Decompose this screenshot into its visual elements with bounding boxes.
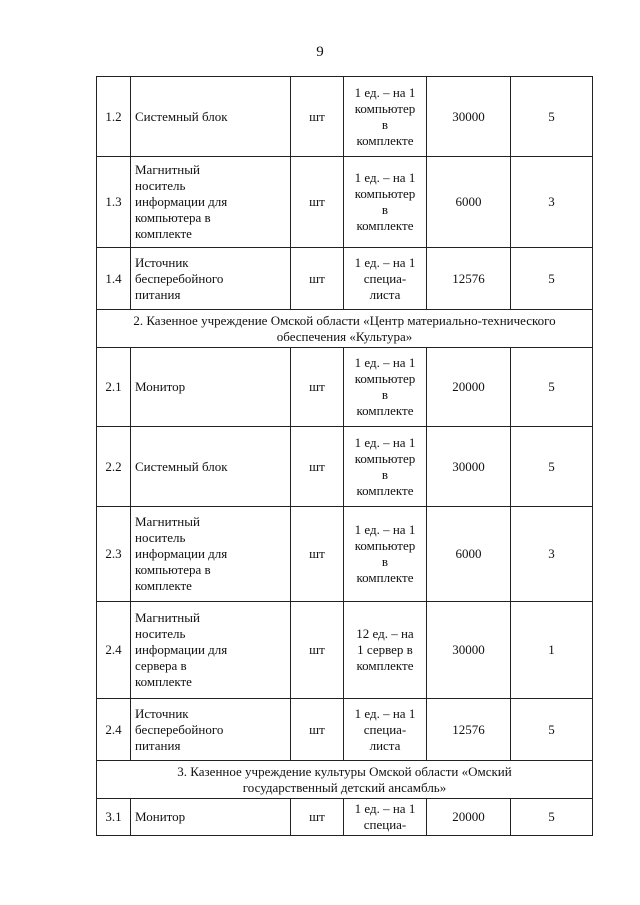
quantity-cell: 5 [511,348,593,427]
norm-cell: 1 ед. – на 1 специа- [344,799,427,836]
price-cell: 30000 [427,77,511,157]
row-number-cell: 2.3 [97,507,131,602]
table-row [97,427,593,507]
table-body [97,77,593,836]
unit-cell: шт [291,157,344,248]
price-cell: 30000 [427,602,511,699]
table-row [97,699,593,761]
unit-cell: шт [291,507,344,602]
item-name-cell: Магнитный носитель информации для сервера в комплекте [131,602,291,699]
price-cell: 12576 [427,699,511,761]
equipment-table [96,76,593,836]
norm-cell: 12 ед. – на 1 сервер в комплекте [344,602,427,699]
quantity-cell: 5 [511,427,593,507]
quantity-cell: 5 [511,799,593,836]
table-row [97,799,593,836]
item-name-cell: Системный блок [131,77,291,157]
unit-cell: шт [291,427,344,507]
row-number-cell: 2.2 [97,427,131,507]
norm-cell: 1 ед. – на 1 компьютер в комплекте [344,348,427,427]
page-number: 9 [316,44,324,60]
item-name-cell: Монитор [131,799,291,836]
quantity-cell: 3 [511,157,593,248]
unit-cell: шт [291,699,344,761]
section-title: 3. Казенное учреждение культуры Омской области «Омский государственный детский ансамбль» [97,761,593,799]
unit-cell: шт [291,77,344,157]
norm-cell: 1 ед. – на 1 компьютер в комплекте [344,157,427,248]
item-name-cell: Магнитный носитель информации для компьютера в комплекте [131,157,291,248]
quantity-cell: 1 [511,602,593,699]
row-number-cell: 1.3 [97,157,131,248]
section-row [97,310,593,348]
row-number-cell: 2.4 [97,602,131,699]
norm-cell: 1 ед. – на 1 специа- листа [344,699,427,761]
norm-cell: 1 ед. – на 1 компьютер в комплекте [344,427,427,507]
table-row [97,348,593,427]
quantity-cell: 3 [511,507,593,602]
norm-cell: 1 ед. – на 1 компьютер в комплекте [344,77,427,157]
unit-cell: шт [291,248,344,310]
table-row [97,77,593,157]
item-name-cell: Источник бесперебойного питания [131,248,291,310]
quantity-cell: 5 [511,77,593,157]
row-number-cell: 2.1 [97,348,131,427]
price-cell: 30000 [427,427,511,507]
table-row [97,507,593,602]
norm-cell: 1 ед. – на 1 специа- листа [344,248,427,310]
quantity-cell: 5 [511,248,593,310]
section-title: 2. Казенное учреждение Омской области «Центр материально-технического обеспечения «Культура» [97,310,593,348]
item-name-cell: Системный блок [131,427,291,507]
price-cell: 20000 [427,799,511,836]
section-row [97,761,593,799]
norm-cell: 1 ед. – на 1 компьютер в комплекте [344,507,427,602]
unit-cell: шт [291,602,344,699]
price-cell: 6000 [427,507,511,602]
price-cell: 20000 [427,348,511,427]
table-row [97,157,593,248]
unit-cell: шт [291,348,344,427]
row-number-cell: 2.4 [97,699,131,761]
row-number-cell: 3.1 [97,799,131,836]
table-row [97,602,593,699]
row-number-cell: 1.2 [97,77,131,157]
table-row [97,248,593,310]
quantity-cell: 5 [511,699,593,761]
price-cell: 6000 [427,157,511,248]
price-cell: 12576 [427,248,511,310]
unit-cell: шт [291,799,344,836]
row-number-cell: 1.4 [97,248,131,310]
item-name-cell: Магнитный носитель информации для компьютера в комплекте [131,507,291,602]
item-name-cell: Монитор [131,348,291,427]
item-name-cell: Источник бесперебойного питания [131,699,291,761]
